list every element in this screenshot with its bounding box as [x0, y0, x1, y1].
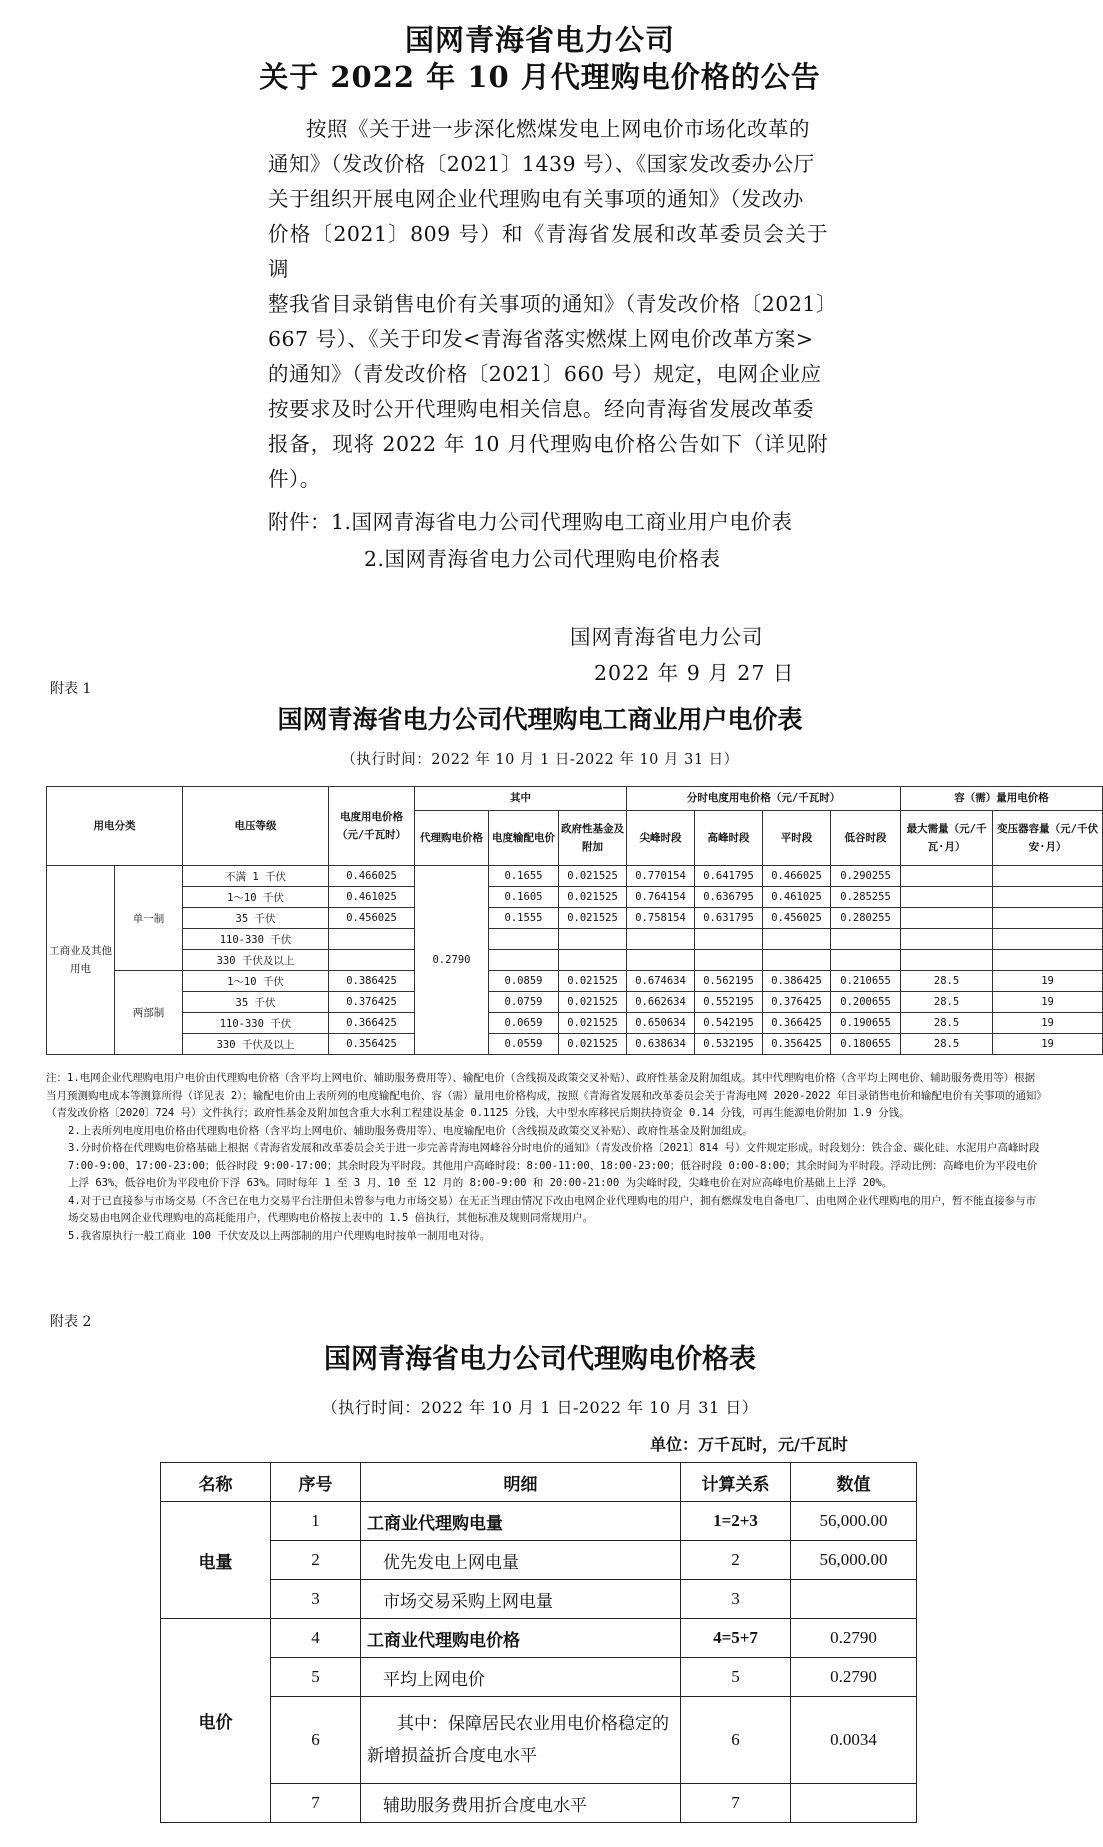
- value-cell: 0.2790: [791, 1619, 917, 1658]
- valley-cell: [831, 950, 901, 971]
- peak-cell: [695, 929, 763, 950]
- trans-cell: 0.0559: [489, 1034, 559, 1055]
- category-cell: 工商业及其他用电: [47, 866, 115, 1055]
- body-line: 667 号）、《关于印发<青海省落实燃煤上网电价改革方案>: [268, 327, 814, 351]
- voltage-cell: 110-330 千伏: [183, 1013, 329, 1034]
- peak-cell: 0.552195: [695, 992, 763, 1013]
- note: 3.分时价格在代理购电价格基础上根据《青海省发展和改革委员会关于进一步完善青海电网峰谷分时电价的通知》（青发改价格〔2021〕814 号）文件规定形成。时段划分：铁合金、碳化硅、水泥用户高峰时段 7:00-9:00、17:00-23:00；低谷时段 9:00-17:00；其余时段为平时段。其他用户高峰时段：8:00-11:00、18:00-23:00；低谷时段 0:00-8:00；其余时间为平时段。浮动比例：高峰电价为平段电价上浮 63%，低谷电价为平段电价下浮 63%。同时每年 1 至 3 月、10 至 12 月的 8:00-9:00 和 20:00-21:00 为尖峰时段，尖峰电价在对应高峰电价基础上上浮 20%。: [68, 1142, 1040, 1189]
- trans-cell: 0.0859: [489, 971, 559, 992]
- flat-cell: 0.376425: [763, 992, 831, 1013]
- fund-cell: [559, 929, 627, 950]
- demand-cell: [901, 866, 993, 887]
- table-row: [47, 908, 1103, 929]
- transformer-cell: [993, 908, 1103, 929]
- detail-cell: 辅助服务费用折合度电水平: [361, 1784, 681, 1823]
- calc-cell: 7: [681, 1784, 791, 1823]
- header-name: 名称: [161, 1463, 271, 1502]
- transformer-cell: 19: [993, 992, 1103, 1013]
- header-peak-sharp: 尖峰时段: [627, 810, 695, 865]
- sharp-cell: 0.662634: [627, 992, 695, 1013]
- header-proxy-price: 代理购电价格: [415, 810, 489, 865]
- flat-cell: [763, 950, 831, 971]
- dual-label: 两部制: [115, 971, 183, 1055]
- detail-line: 其中：保障居民农业用电价格稳定的: [397, 1714, 669, 1733]
- body-line: 按要求及时公开代理购电相关信息。经向青海省发展改革委: [268, 397, 814, 421]
- detail-cell: 市场交易采购上网电量: [361, 1580, 681, 1619]
- fund-cell: 0.021525: [559, 866, 627, 887]
- single-label: 单一制: [115, 866, 183, 971]
- detail-cell: 工商业代理购电价格: [361, 1619, 681, 1658]
- body-line: 通知》（发改价格〔2021〕1439 号）、《国家发改委办公厅: [268, 152, 815, 176]
- trans-cell: [489, 929, 559, 950]
- sharp-cell: 0.674634: [627, 971, 695, 992]
- table-row: [161, 1541, 917, 1580]
- trans-cell: 0.0759: [489, 992, 559, 1013]
- table-row: [47, 866, 1103, 887]
- table1: [46, 786, 1103, 1055]
- signature-date: 2022 年 9 月 27 日: [594, 661, 795, 685]
- table-row: [47, 929, 1103, 950]
- body-line: 价格〔2021〕809 号）和《青海省发展和改革委员会关于调: [268, 222, 828, 281]
- table-row: [161, 1658, 917, 1697]
- table2-label: 附表 2: [50, 1314, 92, 1330]
- header-of-which: 其中: [415, 787, 627, 811]
- sharp-cell: 0.650634: [627, 1013, 695, 1034]
- peak-cell: [695, 950, 763, 971]
- seq-cell: 2: [271, 1541, 361, 1580]
- trans-cell: [489, 950, 559, 971]
- seq-cell: 6: [271, 1697, 361, 1784]
- detail-cell: [361, 1697, 681, 1784]
- header-value: 数值: [791, 1463, 917, 1502]
- demand-cell: [901, 887, 993, 908]
- header-transformer: 变压器容量（元/千伏安·月）: [993, 810, 1103, 865]
- calc-cell: 6: [681, 1697, 791, 1784]
- fund-cell: 0.021525: [559, 908, 627, 929]
- body-line: 按照《关于进一步深化燃煤发电上网电价市场化改革的: [306, 117, 810, 141]
- flat-cell: [763, 929, 831, 950]
- header-max-demand: 最大需量（元/千瓦·月）: [901, 810, 993, 865]
- table-row: [47, 971, 1103, 992]
- seq-cell: 4: [271, 1619, 361, 1658]
- detail-cell: 工商业代理购电量: [361, 1502, 681, 1541]
- flat-cell: 0.356425: [763, 1034, 831, 1055]
- table1-notes: [46, 1070, 1042, 1245]
- table1-exec-time: （执行时间：2022 年 10 月 1 日-2022 年 10 月 31 日）: [341, 752, 739, 768]
- sharp-cell: 0.764154: [627, 887, 695, 908]
- table-row: [161, 1619, 917, 1658]
- transformer-cell: 19: [993, 1034, 1103, 1055]
- fund-cell: 0.021525: [559, 1013, 627, 1034]
- valley-cell: 0.200655: [831, 992, 901, 1013]
- body-line: 的通知》（青发改价格〔2021〕660 号）规定，电网企业应: [268, 362, 822, 386]
- table2-title: 国网青海省电力公司代理购电价格表: [324, 1344, 756, 1375]
- calc-cell: 2: [681, 1541, 791, 1580]
- group-energy: 电量: [161, 1502, 271, 1619]
- table-row: [47, 992, 1103, 1013]
- demand-cell: 28.5: [901, 1013, 993, 1034]
- price-cell: [329, 929, 415, 950]
- demand-cell: 28.5: [901, 1034, 993, 1055]
- fund-cell: 0.021525: [559, 887, 627, 908]
- voltage-cell: 110-330 千伏: [183, 929, 329, 950]
- header-energy-price: 电度用电价格（元/千瓦时）: [329, 787, 415, 866]
- seq-cell: 5: [271, 1658, 361, 1697]
- value-cell: [791, 1580, 917, 1619]
- voltage-cell: 330 千伏及以上: [183, 1034, 329, 1055]
- header-calc: 计算关系: [681, 1463, 791, 1502]
- transformer-cell: [993, 866, 1103, 887]
- detail-cell: 平均上网电价: [361, 1658, 681, 1697]
- value-cell: 0.2790: [791, 1658, 917, 1697]
- peak-cell: 0.631795: [695, 908, 763, 929]
- voltage-cell: 1～10 千伏: [183, 887, 329, 908]
- table-row: [47, 887, 1103, 908]
- table2-exec-time: （执行时间：2022 年 10 月 1 日-2022 年 10 月 31 日）: [321, 1398, 759, 1417]
- flat-cell: 0.366425: [763, 1013, 831, 1034]
- calc-cell: 1=2+3: [681, 1502, 791, 1541]
- valley-cell: 0.285255: [831, 887, 901, 908]
- price-cell: 0.386425: [329, 971, 415, 992]
- demand-cell: 28.5: [901, 971, 993, 992]
- transformer-cell: 19: [993, 971, 1103, 992]
- sharp-cell: 0.770154: [627, 866, 695, 887]
- price-cell: 0.456025: [329, 908, 415, 929]
- attachment-1: 附件：1.国网青海省电力公司代理购电工商业用户电价表: [268, 510, 793, 534]
- flat-cell: 0.466025: [763, 866, 831, 887]
- valley-cell: 0.180655: [831, 1034, 901, 1055]
- header-voltage: 电压等级: [183, 787, 329, 866]
- peak-cell: 0.641795: [695, 866, 763, 887]
- price-cell: 0.376425: [329, 992, 415, 1013]
- note: 2.上表所列电度用电价格由代理购电价格（含平均上网电价、辅助服务费用等）、电度输配电价（含线损及政策交叉补贴）、政府性基金及附加组成。: [68, 1124, 753, 1137]
- table1-title: 国网青海省电力公司代理购电工商业用户电价表: [277, 705, 803, 734]
- price-cell: [329, 950, 415, 971]
- voltage-cell: 不满 1 千伏: [183, 866, 329, 887]
- header-tou: 分时电度用电价格（元/千瓦时）: [627, 787, 901, 811]
- table-row: [47, 1034, 1103, 1055]
- table-row: [161, 1580, 917, 1619]
- header-category: 用电分类: [47, 787, 183, 866]
- fund-cell: 0.021525: [559, 992, 627, 1013]
- table2: [160, 1462, 917, 1823]
- calc-cell: 4=5+7: [681, 1619, 791, 1658]
- proxy-price-cell: 0.2790: [415, 866, 489, 1055]
- header-flat: 平时段: [763, 810, 831, 865]
- calc-cell: 5: [681, 1658, 791, 1697]
- demand-cell: 28.5: [901, 992, 993, 1013]
- peak-cell: 0.532195: [695, 1034, 763, 1055]
- peak-cell: 0.562195: [695, 971, 763, 992]
- value-cell: 0.0034: [791, 1697, 917, 1784]
- detail-cell: 优先发电上网电量: [361, 1541, 681, 1580]
- table-row: [161, 1697, 917, 1784]
- header-transmission: 电度输配电价: [489, 810, 559, 865]
- demand-cell: [901, 908, 993, 929]
- table-row: [47, 1013, 1103, 1034]
- fund-cell: 0.021525: [559, 971, 627, 992]
- header-gov-fund: 政府性基金及附加: [559, 810, 627, 865]
- demand-cell: [901, 950, 993, 971]
- header-seq: 序号: [271, 1463, 361, 1502]
- voltage-cell: 1～10 千伏: [183, 971, 329, 992]
- body-line: 整我省目录销售电价有关事项的通知》（青发改价格〔2021〕: [268, 292, 837, 316]
- announcement-body: [268, 112, 837, 497]
- table2-unit: 单位：万千瓦时，元/千瓦时: [650, 1435, 848, 1454]
- table-row: [47, 950, 1103, 971]
- fund-cell: [559, 950, 627, 971]
- note: 5.我省原执行一般工商业 100 千伏安及以上两部制的用户代理购电时按单一制用电对待。: [68, 1229, 491, 1242]
- note: 4.对于已直接参与市场交易（不含已在电力交易平台注册但未曾参与电力市场交易）在无正当理由情况下改由电网企业代理购电的用户，拥有燃煤发电自备电厂、由电网企业代理购电的用户，暂不能直接参与市场交易由电网企业代理购电的高耗能用户，代理购电价格按上表中的 1.5 倍执行，其他标准及规则同常规用户。: [68, 1194, 1037, 1224]
- valley-cell: 0.210655: [831, 971, 901, 992]
- announcement-title-line2: 关于 2022 年 10 月代理购电价格的公告: [259, 60, 821, 94]
- trans-cell: 0.1655: [489, 866, 559, 887]
- sharp-cell: [627, 929, 695, 950]
- valley-cell: 0.190655: [831, 1013, 901, 1034]
- price-cell: 0.461025: [329, 887, 415, 908]
- transformer-cell: [993, 950, 1103, 971]
- table-row: [161, 1784, 917, 1823]
- transformer-cell: [993, 929, 1103, 950]
- seq-cell: 1: [271, 1502, 361, 1541]
- transformer-cell: [993, 887, 1103, 908]
- valley-cell: [831, 929, 901, 950]
- attachment-2: 2.国网青海省电力公司代理购电价格表: [364, 547, 721, 571]
- header-capacity: 容（需）量用电价格: [901, 787, 1103, 811]
- valley-cell: 0.280255: [831, 908, 901, 929]
- value-cell: 56,000.00: [791, 1502, 917, 1541]
- sharp-cell: 0.758154: [627, 908, 695, 929]
- calc-cell: 3: [681, 1580, 791, 1619]
- announcement-title-line1: 国网青海省电力公司: [404, 23, 675, 57]
- demand-cell: [901, 929, 993, 950]
- sharp-cell: 0.638634: [627, 1034, 695, 1055]
- detail-line: 新增损益折合度电水平: [367, 1746, 537, 1765]
- voltage-cell: 35 千伏: [183, 908, 329, 929]
- note: 注：1.电网企业代理购电用户电价由代理购电价格（含平均上网电价、辅助服务费用等）、输配电价（含线损及政策交叉补贴）、政府性基金及附加组成。其中代理购电价格（含平均上网电价、辅助服务费用等）根据当月预测购电成本等测算所得（详见表 2）；输配电价由上表所列的电度输配电价、容（需）量用电价格构成，按照《青海省发展和改革委员会关于青海电网 2020-2022 年目录销售电价和输配电价有关事项的通知》（青发改价格〔2020〕724 号）文件执行；政府性基金及附加包含重大水利工程建设基金 0.1125 分钱，大中型水库移民后期扶持资金 0.14 分钱，可再生能源电价附加 1.9 分钱。: [46, 1072, 1042, 1119]
- table-row: [161, 1502, 917, 1541]
- table1-label: 附表 1: [50, 681, 92, 697]
- voltage-cell: 35 千伏: [183, 992, 329, 1013]
- body-line: 关于组织开展电网企业代理购电有关事项的通知》（发改办: [268, 187, 804, 211]
- seq-cell: 3: [271, 1580, 361, 1619]
- header-detail: 明细: [361, 1463, 681, 1502]
- price-cell: 0.366425: [329, 1013, 415, 1034]
- peak-cell: 0.636795: [695, 887, 763, 908]
- body-line: 报备，现将 2022 年 10 月代理购电价格公告如下（详见附件）。: [268, 432, 828, 491]
- value-cell: 56,000.00: [791, 1541, 917, 1580]
- valley-cell: 0.290255: [831, 866, 901, 887]
- value-cell: [791, 1784, 917, 1823]
- signature-org: 国网青海省电力公司: [570, 625, 764, 649]
- header-valley: 低谷时段: [831, 810, 901, 865]
- flat-cell: 0.456025: [763, 908, 831, 929]
- sharp-cell: [627, 950, 695, 971]
- fund-cell: 0.021525: [559, 1034, 627, 1055]
- peak-cell: 0.542195: [695, 1013, 763, 1034]
- flat-cell: 0.386425: [763, 971, 831, 992]
- group-price: 电价: [161, 1619, 271, 1823]
- header-peak: 高峰时段: [695, 810, 763, 865]
- seq-cell: 7: [271, 1784, 361, 1823]
- trans-cell: 0.1555: [489, 908, 559, 929]
- flat-cell: 0.461025: [763, 887, 831, 908]
- trans-cell: 0.0659: [489, 1013, 559, 1034]
- voltage-cell: 330 千伏及以上: [183, 950, 329, 971]
- trans-cell: 0.1605: [489, 887, 559, 908]
- transformer-cell: 19: [993, 1013, 1103, 1034]
- price-cell: 0.466025: [329, 866, 415, 887]
- price-cell: 0.356425: [329, 1034, 415, 1055]
